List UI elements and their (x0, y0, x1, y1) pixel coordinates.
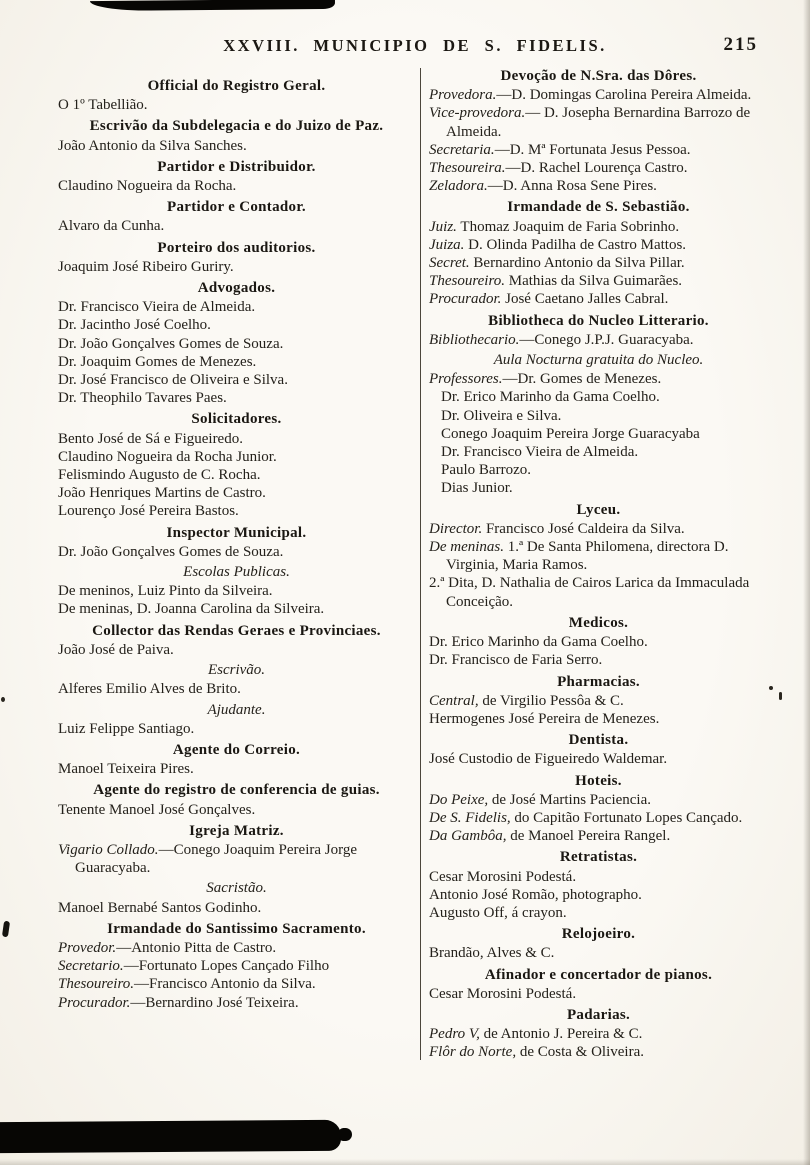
entry-line: Dr. Francisco Vieira de Almeida. (58, 299, 256, 316)
entry-line: Cesar Morosini Podestá. (429, 868, 577, 885)
section-heading: Lyceu. (576, 501, 621, 518)
entry-line: Paulo Barrozo. (441, 462, 531, 479)
right-column (422, 64, 768, 1062)
entry-line: Thesoureiro. Mathias da Silva Guimarães. (429, 273, 683, 290)
section-heading: Porteiro dos auditorios. (157, 239, 316, 256)
entry-line: João José de Paiva. (58, 641, 174, 658)
entry-line: Lourenço José Pereira Bastos. (58, 503, 239, 520)
entry-line: Vice-provedora.— D. Josepha Bernardina Barrozo de Almeida. (429, 105, 751, 140)
section-heading: Devoção de N.Sra. das Dôres. (500, 68, 697, 84)
entry-line: Dr. João Gonçalves Gomes de Souza. (58, 335, 284, 352)
entry-line: Luiz Felippe Santiago. (58, 720, 195, 737)
entry-line: Juiza. D. Olinda Padilha de Castro Mattos. (429, 236, 687, 253)
section-heading: Collector das Rendas Geraes e Provinciaes. (92, 622, 381, 639)
entry-line: Pedro V, de Antonio J. Pereira & C. (429, 1026, 643, 1043)
entry-line: Director. Francisco José Caldeira da Silva. (429, 520, 685, 537)
section-heading: Ajudante. (207, 701, 266, 718)
entry-line: Dr. Theophilo Tavares Paes. (58, 390, 227, 407)
entry-line: Claudino Nogueira da Rocha Junior. (58, 448, 277, 465)
section-heading: Dentista. (568, 732, 629, 749)
section-heading: Advogados. (197, 280, 276, 297)
entry-line: Dr. Jacintho José Coelho. (58, 317, 211, 334)
entry-line: Dr. Francisco de Faria Serro. (429, 652, 603, 669)
entry-line: Thesoureiro.—Francisco Antonio da Silva. (58, 976, 316, 993)
section-heading: Escrivão. (207, 662, 266, 679)
section-heading: Afinador e concertador de pianos. (484, 966, 713, 983)
section-heading: Relojoeiro. (561, 926, 636, 943)
left-column (58, 64, 420, 1062)
entry-line: Dr. José Francisco de Oliveira e Silva. (58, 372, 288, 389)
entry-line: João Antonio da Silva Sanches. (58, 137, 247, 154)
entry-line: Joaquim José Ribeiro Guriry. (58, 258, 234, 275)
entry-line: Brandão, Alves & C. (429, 945, 555, 962)
entry-line: Hermogenes José Pereira de Menezes. (429, 710, 660, 727)
column-divider-rule (420, 68, 421, 1060)
entry-line: Secretaria.—D. Mª Fortunata Jesus Pessoa. (429, 141, 691, 158)
section-heading: Bibliotheca do Nucleo Litterario. (488, 312, 709, 329)
section-heading: Padarias. (566, 1006, 631, 1023)
scan-artifact-right-edge (803, 0, 810, 1165)
entry-line: Alferes Emilio Alves de Brito. (58, 681, 241, 698)
entry-line: Claudino Nogueira da Rocha. (58, 178, 237, 195)
section-heading: Partidor e Distribuidor. (157, 158, 316, 175)
entry-line: Procurador. José Caetano Jalles Cabral. (429, 291, 669, 308)
entry-line: Manoel Teixeira Pires. (58, 761, 194, 778)
section-heading: Hoteis. (575, 772, 622, 789)
section-heading: Irmandade de S. Sebastião. (507, 199, 690, 216)
entry-line: Central, de Virgilio Pessôa & C. (429, 692, 624, 709)
entry-line: Felismindo Augusto de C. Rocha. (58, 467, 261, 484)
section-heading: Pharmacias. (557, 673, 640, 690)
section-heading: Sacristão. (206, 880, 267, 897)
entry-line: Da Gambôa, de Manoel Pereira Rangel. (429, 828, 671, 845)
entry-line: Antonio José Romão, photographo. (429, 886, 642, 903)
entry-line: Dr. Joaquim Gomes de Menezes. (58, 353, 257, 370)
scan-artifact-top-smudge (90, 0, 335, 11)
entry-line: José Custodio de Figueiredo Waldemar. (429, 751, 668, 768)
entry-line: Vigario Collado.—Conego Joaquim Pereira Jorge Guaracyaba. (58, 841, 357, 877)
scan-artifact-left-mark (2, 921, 10, 938)
entry-line: Dr. Oliveira e Silva. (441, 407, 562, 424)
entry-line: Dr. Erico Marinho da Gama Coelho. (429, 634, 648, 651)
section-heading: Escolas Publicas. (183, 564, 290, 581)
section-heading: Irmandade do Santissimo Sacramento. (107, 920, 366, 937)
entry-line: Augusto Off, á crayon. (429, 904, 567, 921)
entry-line: O 1º Tabellião. (58, 97, 148, 114)
scan-artifact-bottom-edge (0, 1159, 810, 1165)
entry-line: Procurador.—Bernardino José Teixeira. (58, 994, 299, 1011)
entry-line: Provedora.—D. Domingas Carolina Pereira Almeida. (429, 87, 752, 104)
running-title: XXVIII. MUNICIPIO DE S. FIDELIS. (223, 36, 607, 55)
entry-line: Professores.—Dr. Gomes de Menezes. (429, 371, 662, 388)
section-heading: Medicos. (568, 614, 629, 631)
section-heading: Retratistas. (559, 849, 638, 866)
entry-line: Zeladora.—D. Anna Rosa Sene Pires. (429, 178, 657, 195)
scan-artifact-left-dot (1, 697, 5, 702)
section-heading: Agente do Correio. (172, 741, 301, 758)
scan-artifact-right-dot-1 (769, 686, 773, 690)
page-header (60, 36, 770, 64)
entry-line: Provedor.—Antonio Pitta de Castro. (58, 939, 277, 956)
entry-line: Juiz. Thomaz Joaquim de Faria Sobrinho. (429, 218, 680, 235)
two-column-text-block (58, 64, 768, 1062)
section-heading: Agente do registro de conferencia de guias. (93, 782, 380, 799)
entry-line: Bibliothecario.—Conego J.P.J. Guaracyaba. (429, 331, 694, 348)
scan-artifact-right-dot-2 (779, 692, 782, 700)
entry-line: João Henriques Martins de Castro. (58, 485, 266, 502)
section-heading: Escrivão da Subdelegacia e do Juizo de Paz. (89, 118, 384, 135)
entry-line: Thesoureira.—D. Rachel Lourença Castro. (429, 160, 688, 177)
entry-line: Dr. Erico Marinho da Gama Coelho. (441, 389, 660, 406)
entry-line: De meninas, D. Joanna Carolina da Silveira. (58, 601, 325, 618)
entry-line: Secretario.—Fortunato Lopes Cançado Filho (58, 958, 330, 975)
entry-line: Dr. João Gonçalves Gomes de Souza. (58, 543, 284, 560)
entry-line: Alvaro da Cunha. (58, 218, 165, 235)
entry-line: Conego Joaquim Pereira Jorge Guaracyaba (441, 425, 700, 442)
entry-line: Flôr do Norte, de Costa & Oliveira. (429, 1044, 644, 1061)
section-heading: Inspector Municipal. (166, 524, 307, 541)
section-heading: Partidor e Contador. (167, 199, 306, 216)
entry-line: Do Peixe, de José Martins Paciencia. (429, 791, 652, 808)
entry-line: Dr. Francisco Vieira de Almeida. (441, 444, 639, 461)
entry-line: Cesar Morosini Podestá. (429, 985, 577, 1002)
entry-line: De meninos, Luiz Pinto da Silveira. (58, 583, 273, 600)
section-heading: Solicitadores. (191, 411, 282, 428)
section-heading: Igreja Matriz. (189, 822, 284, 839)
section-heading: Aula Nocturna gratuita do Nucleo. (493, 352, 704, 369)
section-heading: Official do Registro Geral. (147, 78, 326, 94)
page-number: 215 (723, 34, 758, 55)
entry-line: 2.ª Dita, D. Nathalia de Cairos Larica da Immaculada Conceição. (429, 575, 750, 610)
entry-line: De meninas. 1.ª De Santa Philomena, directora D. Virginia, Maria Ramos. (429, 539, 729, 574)
scan-artifact-bottom-bar (0, 1120, 341, 1153)
scan-artifact-bottom-blot (339, 1128, 352, 1141)
entry-line: Manoel Bernabé Santos Godinho. (58, 899, 262, 916)
entry-line: Secret. Bernardino Antonio da Silva Pillar. (429, 255, 685, 272)
entry-line: Dias Junior. (441, 480, 513, 497)
entry-line: De S. Fidelis, do Capitão Fortunato Lopes Cançado. (429, 809, 743, 826)
entry-line: Bento José de Sá e Figueiredo. (58, 430, 243, 447)
entry-line: Tenente Manoel José Gonçalves. (58, 801, 256, 818)
